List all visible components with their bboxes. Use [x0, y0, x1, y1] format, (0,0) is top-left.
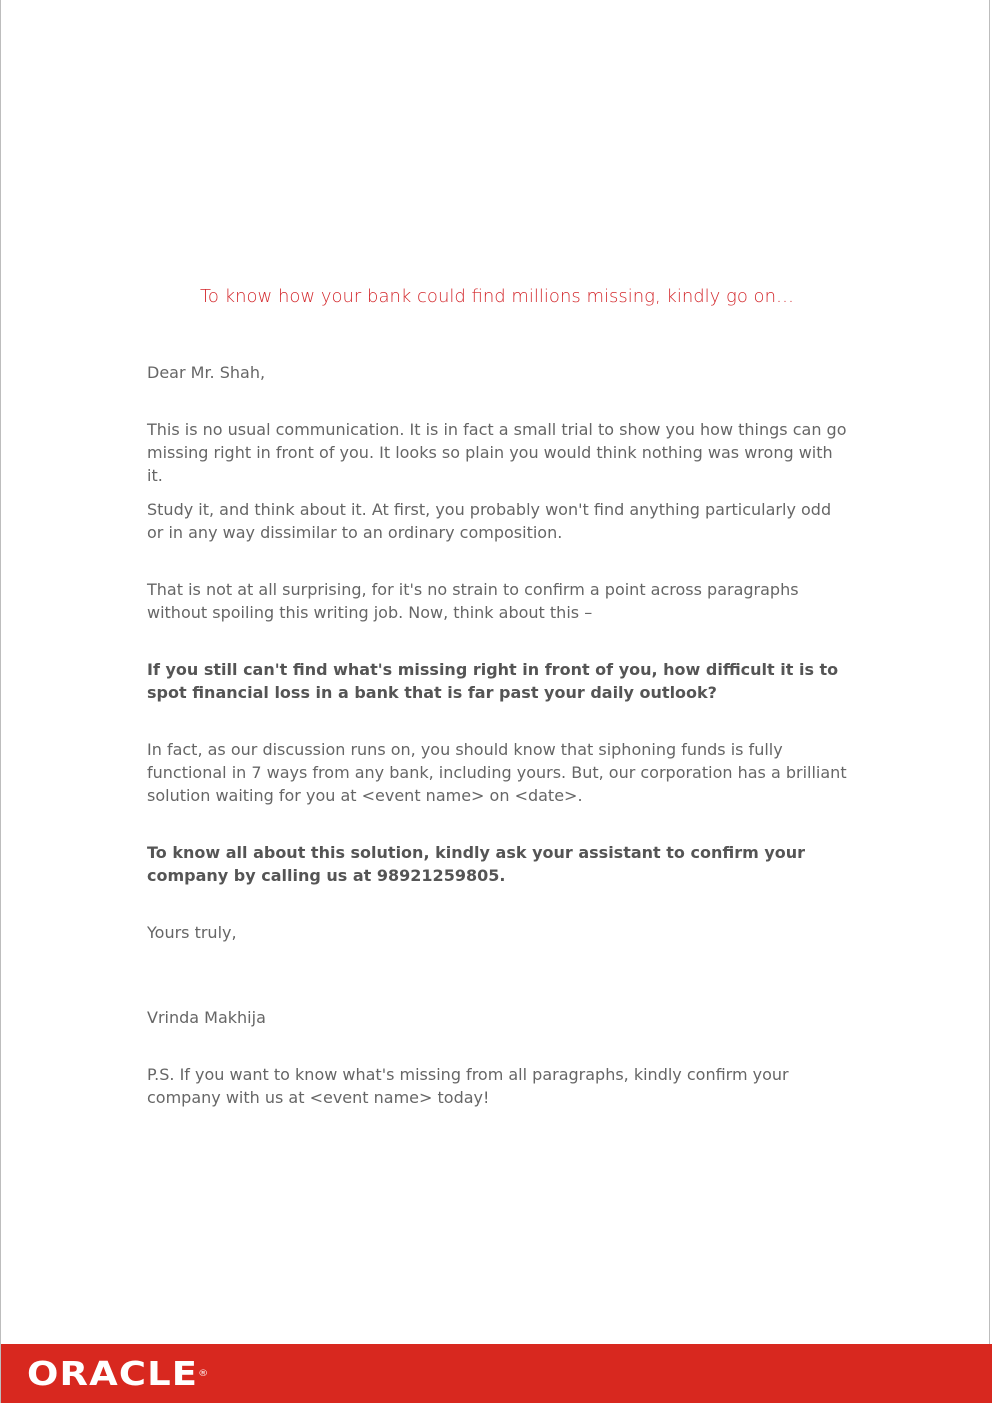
postscript: P.S. If you want to know what's missing from all paragraphs, kindly confirm your company with us at <event name> today!: [147, 1065, 789, 1107]
paragraph-2: Study it, and think about it. At first, you probably won't find anything particularly odd or in any way dissimilar to an ordinary composition.: [147, 500, 832, 542]
paragraph-6-bold: To know all about this solution, kindly ask your assistant to confirm your company by calling us at 98921259805.: [147, 843, 806, 885]
headline: To know how your bank could find millions missing, kindly go on…: [200, 286, 794, 307]
paragraph-4-bold: If you still can't find what's missing right in front of you, how difficult it is to spot financial loss in a bank that is far past your daily outlook?: [147, 660, 839, 702]
registered-mark: ®: [198, 1369, 209, 1379]
oracle-logo: [27, 1354, 209, 1393]
paragraph-5: In fact, as our discussion runs on, you should know that siphoning funds is fully functional in 7 ways from any bank, including yours. But, our corporation has a brilliant solution waiting for you at <event name> on <date>.: [147, 740, 847, 805]
footer-bar: [1, 1344, 992, 1403]
paragraph-3: That is not at all surprising, for it's no strain to confirm a point across paragraphs without spoiling this writing job. Now, think about this –: [147, 580, 799, 622]
salutation: Dear Mr. Shah,: [147, 363, 266, 382]
signature-name: Vrinda Makhija: [147, 1008, 266, 1027]
closing: Yours truly,: [147, 923, 237, 942]
logo-text: ORACLE: [27, 1354, 199, 1393]
paragraph-1: This is no usual communication. It is in fact a small trial to show you how things can go missing right in front of you. It looks so plain you would think nothing was wrong with it.: [147, 420, 847, 485]
